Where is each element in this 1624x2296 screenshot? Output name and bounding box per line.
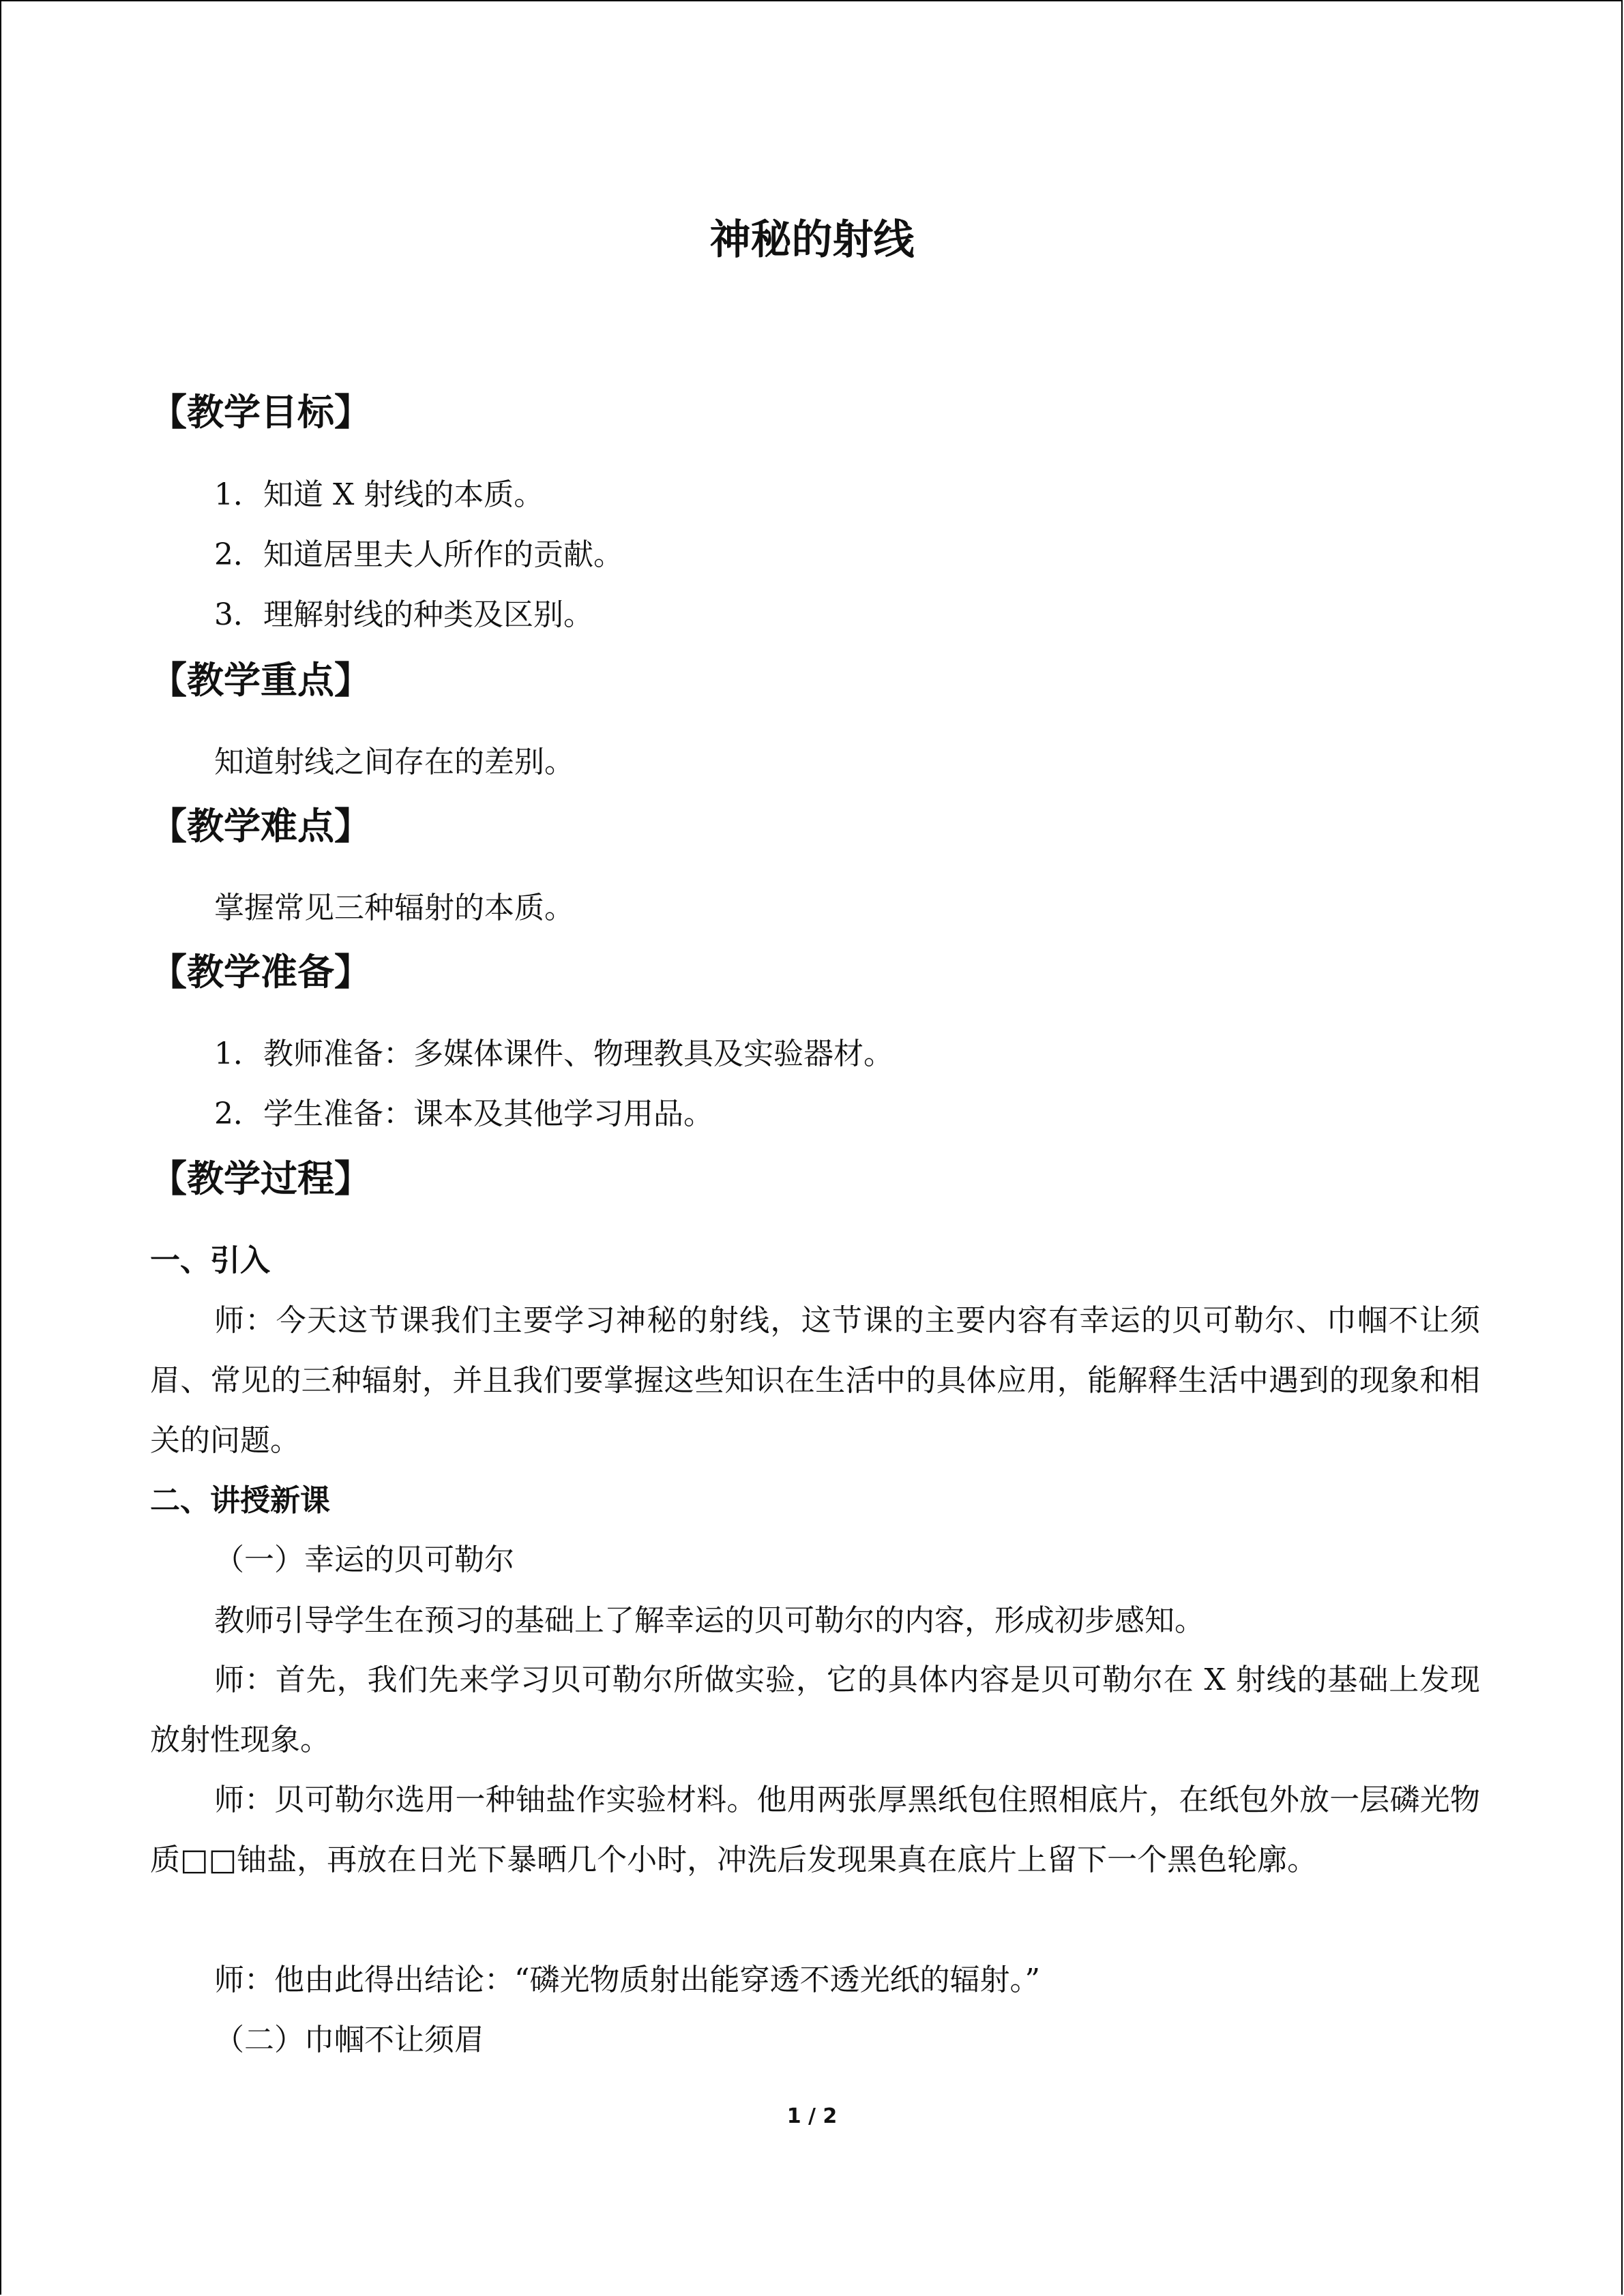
part1-paragraph-1: 教师引导学生在预习的基础上了解幸运的贝可勒尔的内容，形成初步感知。 xyxy=(214,1603,1205,1638)
goal-item-2: 2．知道居里夫人所作的贡献。 xyxy=(214,537,623,572)
difficulties-text: 掌握常见三种辐射的本质。 xyxy=(214,891,574,925)
page-title: 神秘的射线 xyxy=(709,216,915,264)
part2-heading: （二）巾帼不让须眉 xyxy=(214,2023,484,2057)
key-points-text: 知道射线之间存在的差别。 xyxy=(214,745,574,779)
heading-process: 【教学过程】 xyxy=(150,1157,371,1200)
preparation-item-1: 1．教师准备：多媒体课件、物理教具及实验器材。 xyxy=(214,1037,894,1071)
preparation-item-2: 2．学生准备：课本及其他学习用品。 xyxy=(214,1097,713,1131)
heading-key-points: 【教学重点】 xyxy=(150,659,371,702)
part1-paragraph-3: 师：贝可勒尔选用一种铀盐作实验材料。他用两张厚黑纸包住照相底片，在纸包外放一层磷光物质□□铀盐，再放在日光下暴晒几个小时，冲洗后发现果真在底片上留下一个黑色轮廓。 xyxy=(150,1783,1480,1877)
goal-item-1: 1．知道 X 射线的本质。 xyxy=(214,477,544,512)
new-lesson-heading: 二、讲授新课 xyxy=(150,1483,330,1518)
part1-paragraph-4: 师：他由此得出结论：“磷光物质射出能穿透不透光纸的辐射。” xyxy=(214,1963,1040,1997)
goal-item-3: 3．理解射线的种类及区别。 xyxy=(214,597,593,632)
intro-heading: 一、引入 xyxy=(150,1243,270,1278)
part1-heading: （一）幸运的贝可勒尔 xyxy=(214,1542,514,1577)
heading-goals: 【教学目标】 xyxy=(150,391,371,434)
heading-preparation: 【教学准备】 xyxy=(150,951,371,994)
part1-paragraph-2: 师：首先，我们先来学习贝可勒尔所做实验，它的具体内容是贝可勒尔在 X 射线的基础上发现放射性现象。 xyxy=(150,1663,1480,1757)
intro-paragraph: 师：今天这节课我们主要学习神秘的射线，这节课的主要内容有幸运的贝可勒尔、巾帼不让须眉、常见的三种辐射，并且我们要掌握这些知识在生活中的具体应用，能解释生活中遇到的现象和相关的问题。 xyxy=(150,1303,1480,1458)
page-number: 1 / 2 xyxy=(786,2104,838,2128)
heading-difficulties: 【教学难点】 xyxy=(150,805,371,848)
